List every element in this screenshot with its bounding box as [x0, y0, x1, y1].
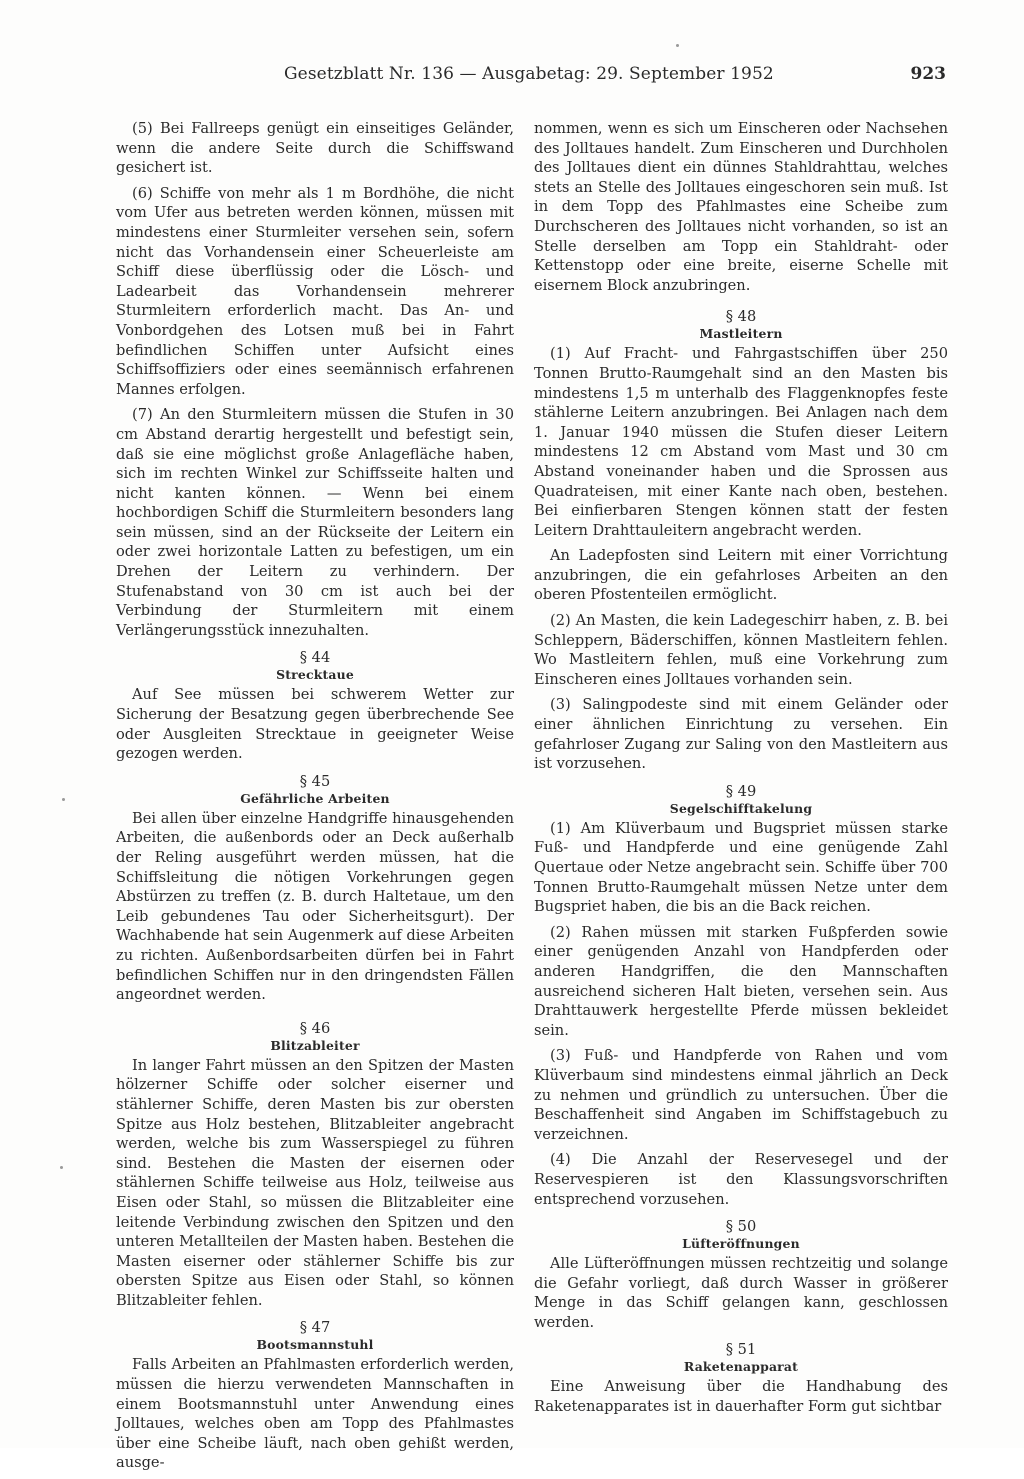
section-49-paragraph-1: (1) Am Klüverbaum und Bugspriet müssen starke Fuß- und Handpferde und eine genügende Zahl Quertaue oder Netze angebracht sein. Schiffe über 700 Tonnen Brutto-Raumgehalt müssen Netze unter dem Bugspriet haben, die bis an die Back reichen. — [534, 819, 948, 916]
section-44-title: Strecktaue — [276, 667, 354, 683]
header-title: Gesetzblatt Nr. 136 — Ausgabetag: 29. September 1952 — [284, 64, 774, 84]
section-49-paragraph-2: (2) Rahen müssen mit starken Fußpferden sowie einer genügenden Anzahl von Handpferden oder anderen Handgriffen, die den Mannschaften ausreichend sicheren Halt bieten, versehen sein. Aus Drahttauwerk hergestellte Pferde müssen bekleidet sein. — [534, 923, 948, 1039]
section-50-number: § 50 — [725, 1218, 757, 1236]
scan-speck — [676, 44, 679, 47]
section-48-paragraph-1: (1) Auf Fracht- und Fahrgastschiffen über 250 Tonnen Brutto-Raumgehalt sind an den Masten bis mindestens 1,5 m unterhalb des Flaggenknopfes feste stählerne Leitern anzubringen. Bei Anlagen nach dem 1. Januar 1940 müssen die Stufen dieser Leitern mindestens 12 cm Abstand vom Mast und 30 cm Abstand voneinander haben und die Sprossen aus Quadrateisen, mit einer Kante nach oben, bestehen. Bei einfierbaren Stengen können statt der festen Leitern Drahttauleitern angebracht werden. — [534, 345, 948, 539]
right-column — [534, 119, 948, 1423]
paragraph-43-7: (7) An den Sturmleitern müssen die Stufen in 30 cm Abstand derartig hergestellt und befestigt sein, daß sie eine möglichst große Anlagefläche haben, sich im rechten Winkel zur Schiffsseite halten und nicht kanten können. — Wenn bei einem hochbordigen Schiff die Sturmleitern besonders lang sein müssen, sind an der Rückseite der Leitern ein oder zwei horizontale Latten zu befestigen, um ein Drehen der Leitern zu verhindern. Der Stufenabstand von 30 cm ist auch bei der Verbindung der Sturmleitern mit einem Verlängerungsstück innezuhalten. — [116, 406, 514, 639]
section-48-paragraph-3: (3) Salingpodeste sind mit einem Geländer oder einer ähnlichen Einrichtung zu versehen. Ein gefahrloser Zugang zur Saling von den Mastleitern aus ist vorzusehen. — [534, 696, 948, 773]
section-49-paragraph-4: (4) Die Anzahl der Reservesegel und der Reservespieren ist den Klassungsvorschriften entsprechend vorzusehen. — [534, 1151, 948, 1208]
section-44-number: § 44 — [299, 649, 331, 667]
section-47-continuation: nommen, wenn es sich um Einscheren oder Nachsehen des Jolltaues handelt. Zum Einscheren und Durchholen des Jolltaues dient ein dünnes Stahldrahttau, welches stets an Stelle des Jolltaues eingeschoren sein muß. Ist in dem Topp des Pfahlmastes eine Scheibe zum Durchscheren des Jolltaues nicht vorhanden, so ist an Stelle derselben am Topp ein Stahldraht- oder Kettenstopp oder eine breite, eiserne Schelle mit eisernem Block anzubringen. — [534, 120, 948, 294]
section-47-number: § 47 — [299, 1319, 331, 1337]
section-46-text: In langer Fahrt müssen an den Spitzen der Masten hölzerner Schiffe oder solcher eiserner und stählerner Schiffe, deren Masten bis zur obersten Spitze aus Holz bestehen, Blitzableiter angebracht werden, welche bis zum Wasserspiegel zu führen sind. Bestehen die Masten der eisernen oder stählernen Schiffe teilweise aus Holz, teilweise aus Eisen oder Stahl, so müssen die Blitzableiter eine leitende Verbindung zwischen den Spitzen und den unteren Metallteilen der Masten haben. Bestehen die Masten eiserner oder stählerner Schiffe bis zur obersten Spitze aus Eisen oder Stahl, so können Blitzableiter fehlen. — [116, 1056, 514, 1309]
section-47-title: Bootsmannstuhl — [256, 1337, 374, 1353]
section-44-text: Auf See müssen bei schwerem Wetter zur Sicherung der Besatzung gegen überbrechende See oder Ausgleiten Strecktaue in geeigneter Weise gezogen werden. — [116, 686, 514, 763]
section-46-number: § 46 — [299, 1019, 331, 1037]
paragraph-43-5: (5) Bei Fallreeps genügt ein einseitiges Geländer, wenn die andere Seite durch die Schiffswand gesichert ist. — [116, 120, 514, 177]
section-49-paragraph-3: (3) Fuß- und Handpferde von Rahen und vom Klüverbaum sind mindestens einmal jährlich an Deck zu nehmen und gründlich zu untersuchen. Über die Beschaffenheit sind Angaben im Schiffstagebuch zu verzeichnen. — [534, 1047, 948, 1143]
section-50-title: Lüfteröffnungen — [682, 1236, 800, 1252]
section-48-title: Mastleitern — [699, 326, 783, 342]
section-45-title: Gefährliche Arbeiten — [240, 790, 390, 806]
section-50-text: Alle Lüfteröffnungen müssen rechtzeitig und solange die Gefahr vorliegt, daß durch Wasser in größerer Menge in das Schiff gelangen kann, geschlossen werden. — [534, 1255, 948, 1331]
section-49-title: Segelschifftakelung — [669, 800, 813, 816]
page-header — [284, 62, 952, 86]
scan-speck — [62, 798, 65, 801]
section-45-number: § 45 — [299, 772, 331, 790]
section-49-number: § 49 — [725, 782, 757, 800]
left-column — [116, 119, 514, 1479]
section-51-text: Eine Anweisung über die Handhabung des Raketenapparates ist in dauerhafter Form gut sichtbar — [534, 1378, 948, 1416]
section-48-paragraph-1b: An Ladepfosten sind Leitern mit einer Vorrichtung anzubringen, die ein gefahrloses Arbeiten an den oberen Pfostenteilen ermöglicht. — [534, 547, 948, 604]
section-48-number: § 48 — [725, 308, 757, 326]
section-46-title: Blitzableiter — [270, 1037, 360, 1053]
section-47-text: Falls Arbeiten an Pfahlmasten erforderlich werden, müssen die hierzu verwendeten Mannschaften in einem Bootsmannstuhl unter Anwendung eines Jolltaues, welches oben am Topp des Pfahlmastes über eine Scheibe läuft, nach oben gehißt werden, ausge- — [116, 1356, 514, 1472]
section-51-title: Raketenapparat — [683, 1359, 799, 1375]
section-51-number: § 51 — [725, 1341, 757, 1359]
section-48-paragraph-2: (2) An Masten, die kein Ladegeschirr haben, z. B. bei Schleppern, Bäderschiffen, können Mastleitern fehlen. Wo Mastleitern fehlen, muß eine Vorkehrung zum Einscheren eines Jolltaues vorhanden sein. — [534, 612, 948, 688]
section-45-text: Bei allen über einzelne Handgriffe hinausgehenden Arbeiten, die außenbords oder an Deck außerhalb der Reling ausgeführt werden müssen, hat die Schiffsleitung die nötigen Vorkehrungen gegen Abstürzen zu treffen (z. B. durch Haltetaue, um den Leib gebundenes Tau oder Sicherheitsgurt). Der Wachhabende hat sein Augenmerk auf diese Arbeiten zu richten. Außenbordsarbeiten dürfen bei in Fahrt befindlichen Schiffen nur in den dringendsten Fällen angeordnet werden. — [116, 809, 514, 1004]
paragraph-43-6: (6) Schiffe von mehr als 1 m Bordhöhe, die nicht vom Ufer aus betreten werden können, müssen mit mindestens einer Sturmleiter versehen sein, sofern nicht das Vorhandensein einer Scheuerleiste am Schiff diese überflüssig oder die Lösch- und Ladearbeit das Vorhandensein mehrerer Sturmleitern erforderlich macht. Das An- und Vonbordgehen des Lotsen muß bei in Fahrt befindlichen Schiffen unter Aufsicht eines Schiffsoffiziers oder eines seemännisch erfahrenen Mannes erfolgen. — [116, 184, 514, 398]
scan-speck — [60, 1166, 63, 1169]
page-number: 923 — [910, 64, 946, 84]
